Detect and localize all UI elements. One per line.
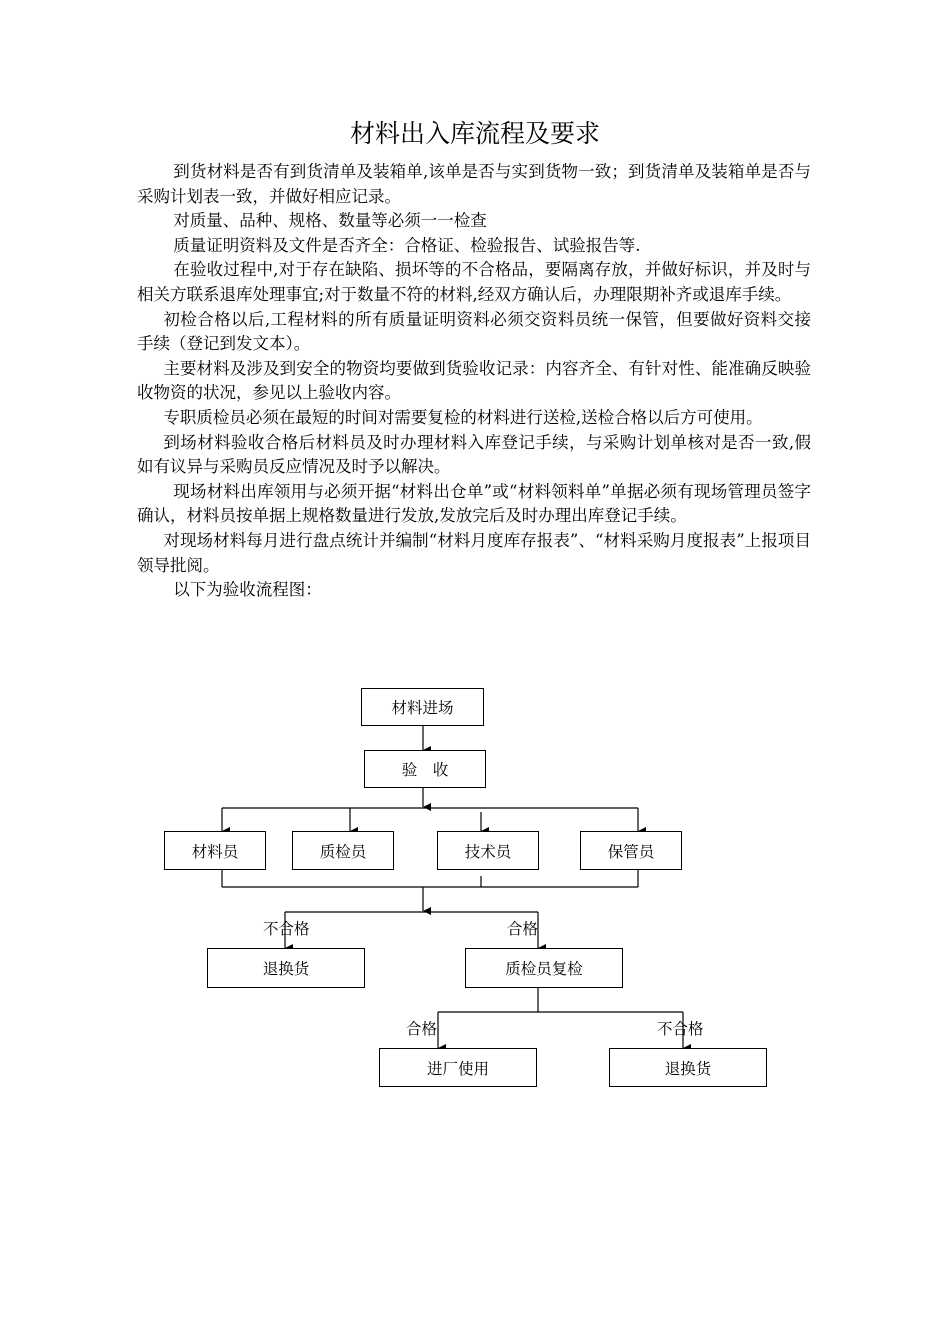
flow-label-fail-2: 不合格 [657, 1020, 704, 1038]
body-text [137, 160, 811, 603]
flow-label-fail-1: 不合格 [263, 920, 310, 938]
flow-box-role-quality-inspector: 质检员 [292, 831, 394, 870]
flow-box-inspect: 验 收 [364, 750, 486, 788]
flow-box-role-custodian: 保管员 [580, 831, 682, 870]
paragraph: 对现场材料每月进行盘点统计并编制“材料月度库存报表”、“材料采购月度报表”上报项目领导批阅。 [137, 530, 811, 575]
flow-label-pass-1: 合格 [507, 920, 539, 938]
flow-label-pass-2: 合格 [406, 1020, 438, 1038]
flow-box-use: 进厂使用 [379, 1048, 537, 1087]
flow-box-role-material-clerk: 材料员 [164, 831, 266, 870]
paragraph: 以下为验收流程图： [173, 580, 322, 600]
paragraph: 主要材料及涉及到安全的物资均要做到货验收记录：内容齐全、有针对性、能准确反映验收物资的状况，参见以上验收内容。 [137, 358, 811, 403]
paragraph: 在验收过程中,对于存在缺陷、损坏等的不合格品，要隔离存放，并做好标识，并及时与相关方联系退库处理事宜;对于数量不符的材料,经双方确认后，办理限期补齐或退库手续。 [137, 260, 811, 304]
paragraph: 对质量、品种、规格、数量等必须一一检查 [173, 211, 487, 231]
flow-box-role-technician: 技术员 [437, 831, 539, 870]
flow-box-return-1: 退换货 [207, 948, 365, 988]
flow-box-entry: 材料进场 [361, 688, 484, 726]
paragraph: 初检合格以后,工程材料的所有质量证明资料必须交资料员统一保管，但要做好资料交接手续（登记到发文本）。 [137, 309, 811, 354]
paragraph: 现场材料出库领用与必须开据“材料出仓单”或“材料领料单”单据必须有现场管理员签字确认，材料员按单据上规格数量进行发放,发放完后及时办理出库登记手续。 [137, 481, 811, 526]
paragraph: 到货材料是否有到货清单及装箱单,该单是否与实到货物一致；到货清单及装箱单是否与采购计划表一致，并做好相应记录。 [137, 162, 811, 206]
flow-box-return-2: 退换货 [609, 1048, 767, 1087]
paragraph: 专职质检员必须在最短的时间对需要复检的材料进行送检,送检合格以后方可使用。 [163, 407, 763, 427]
flow-box-recheck: 质检员复检 [465, 948, 623, 988]
paragraph: 质量证明资料及文件是否齐全：合格证、检验报告、试验报告等. [173, 235, 641, 255]
page-title: 材料出入库流程及要求 [349, 119, 600, 148]
paragraph: 到场材料验收合格后材料员及时办理材料入库登记手续，与采购计划单核对是否一致,假如有议异与采购员反应情况及时予以解决。 [137, 432, 811, 477]
